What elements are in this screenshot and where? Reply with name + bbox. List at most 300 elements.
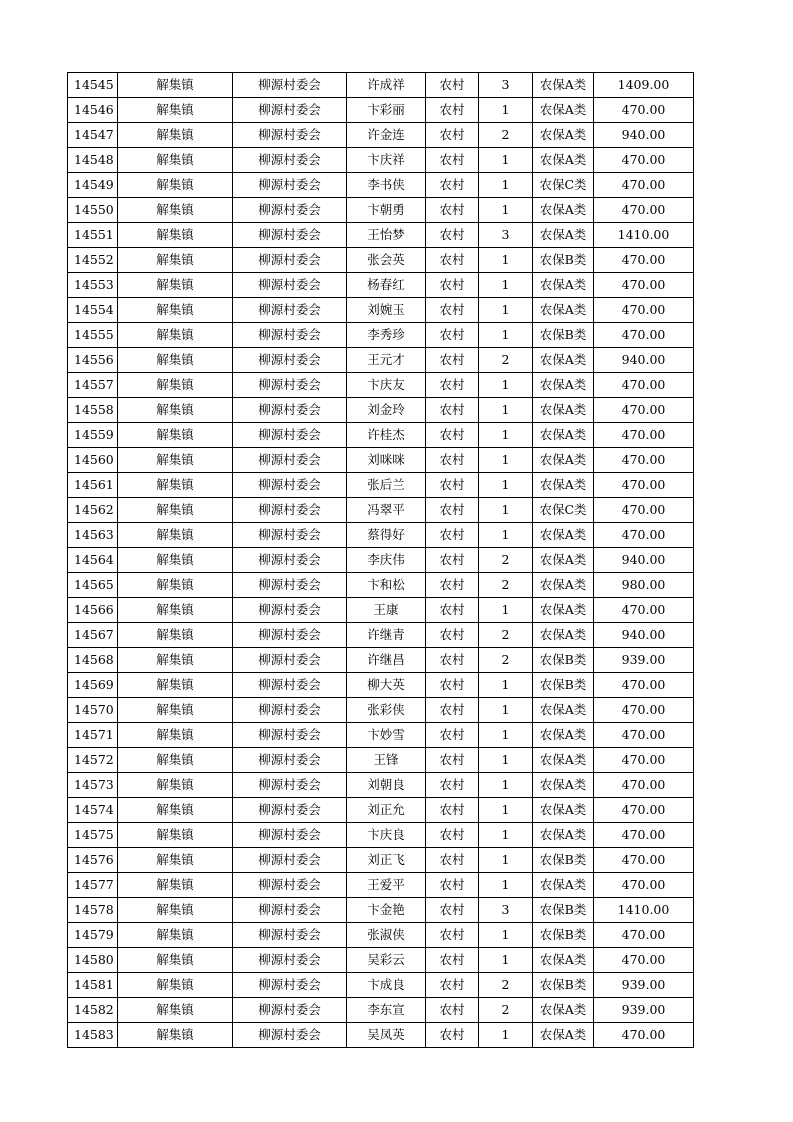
household-type-cell: 农村 [426,473,479,498]
village-committee-cell: 柳源村委会 [233,73,347,98]
amount-cell: 940.00 [594,348,694,373]
table-row [68,973,694,998]
town-cell: 解集镇 [118,523,233,548]
member-count-cell: 1 [479,173,533,198]
amount-cell: 980.00 [594,573,694,598]
insurance-category-cell: 农保A类 [533,348,594,373]
member-count-cell: 1 [479,598,533,623]
person-name-cell: 卞妙雪 [347,723,426,748]
village-committee-cell: 柳源村委会 [233,898,347,923]
household-type-cell: 农村 [426,548,479,573]
household-type-cell: 农村 [426,623,479,648]
insurance-category-cell: 农保A类 [533,748,594,773]
table-row [68,923,694,948]
amount-cell: 470.00 [594,673,694,698]
amount-cell: 470.00 [594,323,694,348]
amount-cell: 470.00 [594,823,694,848]
insurance-category-cell: 农保A类 [533,1023,594,1048]
town-cell: 解集镇 [118,773,233,798]
amount-cell: 470.00 [594,248,694,273]
person-name-cell: 卞成良 [347,973,426,998]
insurance-category-cell: 农保A类 [533,298,594,323]
village-committee-cell: 柳源村委会 [233,248,347,273]
member-count-cell: 3 [479,223,533,248]
household-type-cell: 农村 [426,223,479,248]
household-type-cell: 农村 [426,148,479,173]
person-name-cell: 卞庆友 [347,373,426,398]
person-name-cell: 张淑侠 [347,923,426,948]
village-committee-cell: 柳源村委会 [233,1023,347,1048]
insurance-category-cell: 农保B类 [533,898,594,923]
person-name-cell: 王康 [347,598,426,623]
town-cell: 解集镇 [118,898,233,923]
member-count-cell: 1 [479,823,533,848]
person-name-cell: 张彩侠 [347,698,426,723]
record-id-cell: 14567 [68,623,118,648]
record-id-cell: 14552 [68,248,118,273]
record-id-cell: 14545 [68,73,118,98]
amount-cell: 470.00 [594,473,694,498]
insurance-category-cell: 农保A类 [533,623,594,648]
table-row [68,323,694,348]
table-row [68,623,694,648]
insurance-category-cell: 农保A类 [533,798,594,823]
insurance-category-cell: 农保C类 [533,498,594,523]
household-type-cell: 农村 [426,573,479,598]
household-type-cell: 农村 [426,298,479,323]
person-name-cell: 李庆伟 [347,548,426,573]
town-cell: 解集镇 [118,823,233,848]
table-row [68,948,694,973]
person-name-cell: 许金连 [347,123,426,148]
member-count-cell: 1 [479,748,533,773]
insurance-category-cell: 农保A类 [533,598,594,623]
insurance-category-cell: 农保B类 [533,248,594,273]
table-row [68,73,694,98]
member-count-cell: 1 [479,473,533,498]
household-type-cell: 农村 [426,1023,479,1048]
person-name-cell: 刘正允 [347,798,426,823]
amount-cell: 470.00 [594,748,694,773]
person-name-cell: 李秀珍 [347,323,426,348]
record-id-cell: 14550 [68,198,118,223]
person-name-cell: 卞和松 [347,573,426,598]
insurance-category-cell: 农保B类 [533,848,594,873]
village-committee-cell: 柳源村委会 [233,548,347,573]
household-type-cell: 农村 [426,848,479,873]
insurance-category-cell: 农保B类 [533,323,594,348]
member-count-cell: 1 [479,673,533,698]
record-id-cell: 14575 [68,823,118,848]
town-cell: 解集镇 [118,648,233,673]
town-cell: 解集镇 [118,548,233,573]
amount-cell: 470.00 [594,148,694,173]
village-committee-cell: 柳源村委会 [233,998,347,1023]
member-count-cell: 1 [479,873,533,898]
town-cell: 解集镇 [118,148,233,173]
insurance-category-cell: 农保A类 [533,523,594,548]
town-cell: 解集镇 [118,373,233,398]
insurance-category-cell: 农保A类 [533,998,594,1023]
table-row [68,423,694,448]
household-type-cell: 农村 [426,348,479,373]
person-name-cell: 卞金艳 [347,898,426,923]
record-id-cell: 14566 [68,598,118,623]
village-committee-cell: 柳源村委会 [233,748,347,773]
village-committee-cell: 柳源村委会 [233,223,347,248]
household-type-cell: 农村 [426,873,479,898]
person-name-cell: 吴凤英 [347,1023,426,1048]
insurance-category-cell: 农保A类 [533,273,594,298]
village-committee-cell: 柳源村委会 [233,473,347,498]
insurance-category-cell: 农保A类 [533,773,594,798]
household-type-cell: 农村 [426,673,479,698]
amount-cell: 470.00 [594,698,694,723]
table-row [68,998,694,1023]
amount-cell: 470.00 [594,798,694,823]
member-count-cell: 1 [479,98,533,123]
roster-table [67,72,694,1048]
member-count-cell: 1 [479,773,533,798]
table-row [68,273,694,298]
insurance-category-cell: 农保A类 [533,398,594,423]
village-committee-cell: 柳源村委会 [233,798,347,823]
member-count-cell: 3 [479,898,533,923]
town-cell: 解集镇 [118,973,233,998]
person-name-cell: 许成祥 [347,73,426,98]
insurance-category-cell: 农保A类 [533,423,594,448]
record-id-cell: 14577 [68,873,118,898]
amount-cell: 470.00 [594,398,694,423]
table-row [68,223,694,248]
person-name-cell: 张后兰 [347,473,426,498]
member-count-cell: 2 [479,548,533,573]
member-count-cell: 1 [479,923,533,948]
person-name-cell: 张会英 [347,248,426,273]
member-count-cell: 2 [479,648,533,673]
town-cell: 解集镇 [118,1023,233,1048]
household-type-cell: 农村 [426,698,479,723]
village-committee-cell: 柳源村委会 [233,123,347,148]
household-type-cell: 农村 [426,123,479,148]
member-count-cell: 1 [479,798,533,823]
insurance-category-cell: 农保B类 [533,648,594,673]
record-id-cell: 14549 [68,173,118,198]
table-row [68,823,694,848]
table-row [68,298,694,323]
person-name-cell: 许继青 [347,623,426,648]
table-row [68,748,694,773]
household-type-cell: 农村 [426,273,479,298]
member-count-cell: 1 [479,498,533,523]
person-name-cell: 王爱平 [347,873,426,898]
member-count-cell: 1 [479,1023,533,1048]
record-id-cell: 14547 [68,123,118,148]
person-name-cell: 许继昌 [347,648,426,673]
member-count-cell: 2 [479,573,533,598]
household-type-cell: 农村 [426,748,479,773]
village-committee-cell: 柳源村委会 [233,498,347,523]
member-count-cell: 1 [479,148,533,173]
insurance-category-cell: 农保A类 [533,148,594,173]
village-committee-cell: 柳源村委会 [233,948,347,973]
insurance-category-cell: 农保A类 [533,473,594,498]
record-id-cell: 14570 [68,698,118,723]
member-count-cell: 1 [479,723,533,748]
record-id-cell: 14557 [68,373,118,398]
table-row [68,1023,694,1048]
town-cell: 解集镇 [118,73,233,98]
household-type-cell: 农村 [426,498,479,523]
village-committee-cell: 柳源村委会 [233,523,347,548]
household-type-cell: 农村 [426,398,479,423]
record-id-cell: 14583 [68,1023,118,1048]
person-name-cell: 柳大英 [347,673,426,698]
household-type-cell: 农村 [426,323,479,348]
household-type-cell: 农村 [426,898,479,923]
village-committee-cell: 柳源村委会 [233,823,347,848]
table-row [68,598,694,623]
amount-cell: 1410.00 [594,898,694,923]
household-type-cell: 农村 [426,823,479,848]
table-row [68,348,694,373]
town-cell: 解集镇 [118,348,233,373]
table-row [68,523,694,548]
member-count-cell: 1 [479,298,533,323]
table-row [68,773,694,798]
town-cell: 解集镇 [118,598,233,623]
person-name-cell: 王锋 [347,748,426,773]
table-row [68,148,694,173]
household-type-cell: 农村 [426,648,479,673]
town-cell: 解集镇 [118,223,233,248]
insurance-category-cell: 农保A类 [533,223,594,248]
village-committee-cell: 柳源村委会 [233,923,347,948]
household-type-cell: 农村 [426,423,479,448]
amount-cell: 939.00 [594,998,694,1023]
town-cell: 解集镇 [118,298,233,323]
table-row [68,698,694,723]
record-id-cell: 14556 [68,348,118,373]
member-count-cell: 1 [479,948,533,973]
member-count-cell: 1 [479,423,533,448]
record-id-cell: 14554 [68,298,118,323]
village-committee-cell: 柳源村委会 [233,873,347,898]
table-row [68,173,694,198]
town-cell: 解集镇 [118,173,233,198]
record-id-cell: 14576 [68,848,118,873]
member-count-cell: 1 [479,448,533,473]
amount-cell: 470.00 [594,298,694,323]
insurance-category-cell: 农保A类 [533,73,594,98]
insurance-category-cell: 农保A类 [533,723,594,748]
amount-cell: 940.00 [594,123,694,148]
insurance-category-cell: 农保C类 [533,173,594,198]
person-name-cell: 许桂杰 [347,423,426,448]
table-row [68,248,694,273]
village-committee-cell: 柳源村委会 [233,773,347,798]
household-type-cell: 农村 [426,798,479,823]
amount-cell: 1409.00 [594,73,694,98]
record-id-cell: 14568 [68,648,118,673]
table-row [68,723,694,748]
table-row [68,548,694,573]
amount-cell: 470.00 [594,198,694,223]
member-count-cell: 1 [479,273,533,298]
member-count-cell: 1 [479,373,533,398]
table-row [68,798,694,823]
record-id-cell: 14574 [68,798,118,823]
town-cell: 解集镇 [118,423,233,448]
household-type-cell: 农村 [426,973,479,998]
insurance-category-cell: 农保B类 [533,973,594,998]
member-count-cell: 2 [479,973,533,998]
town-cell: 解集镇 [118,923,233,948]
insurance-category-cell: 农保A类 [533,373,594,398]
person-name-cell: 卞彩丽 [347,98,426,123]
person-name-cell: 卞朝勇 [347,198,426,223]
person-name-cell: 刘金玲 [347,398,426,423]
town-cell: 解集镇 [118,248,233,273]
person-name-cell: 刘婉玉 [347,298,426,323]
household-type-cell: 农村 [426,448,479,473]
household-type-cell: 农村 [426,198,479,223]
record-id-cell: 14565 [68,573,118,598]
table-row [68,498,694,523]
household-type-cell: 农村 [426,98,479,123]
amount-cell: 470.00 [594,498,694,523]
amount-cell: 470.00 [594,423,694,448]
table-row [68,123,694,148]
town-cell: 解集镇 [118,398,233,423]
amount-cell: 470.00 [594,848,694,873]
member-count-cell: 1 [479,848,533,873]
amount-cell: 470.00 [594,948,694,973]
record-id-cell: 14555 [68,323,118,348]
member-count-cell: 2 [479,123,533,148]
village-committee-cell: 柳源村委会 [233,98,347,123]
record-id-cell: 14558 [68,398,118,423]
amount-cell: 470.00 [594,923,694,948]
record-id-cell: 14548 [68,148,118,173]
town-cell: 解集镇 [118,448,233,473]
household-type-cell: 农村 [426,773,479,798]
member-count-cell: 1 [479,198,533,223]
village-committee-cell: 柳源村委会 [233,848,347,873]
village-committee-cell: 柳源村委会 [233,198,347,223]
record-id-cell: 14582 [68,998,118,1023]
table-row [68,648,694,673]
amount-cell: 470.00 [594,98,694,123]
member-count-cell: 1 [479,698,533,723]
amount-cell: 470.00 [594,373,694,398]
person-name-cell: 刘咪咪 [347,448,426,473]
person-name-cell: 刘正飞 [347,848,426,873]
town-cell: 解集镇 [118,698,233,723]
record-id-cell: 14551 [68,223,118,248]
amount-cell: 1410.00 [594,223,694,248]
record-id-cell: 14546 [68,98,118,123]
village-committee-cell: 柳源村委会 [233,323,347,348]
town-cell: 解集镇 [118,798,233,823]
amount-cell: 939.00 [594,648,694,673]
record-id-cell: 14579 [68,923,118,948]
record-id-cell: 14564 [68,548,118,573]
person-name-cell: 杨春红 [347,273,426,298]
village-committee-cell: 柳源村委会 [233,648,347,673]
household-type-cell: 农村 [426,948,479,973]
village-committee-cell: 柳源村委会 [233,723,347,748]
person-name-cell: 冯翠平 [347,498,426,523]
village-committee-cell: 柳源村委会 [233,598,347,623]
table-row [68,673,694,698]
town-cell: 解集镇 [118,98,233,123]
table-row [68,473,694,498]
member-count-cell: 2 [479,348,533,373]
town-cell: 解集镇 [118,623,233,648]
insurance-category-cell: 农保A类 [533,823,594,848]
person-name-cell: 王怡梦 [347,223,426,248]
insurance-category-cell: 农保A类 [533,873,594,898]
insurance-category-cell: 农保B类 [533,673,594,698]
insurance-category-cell: 农保A类 [533,123,594,148]
village-committee-cell: 柳源村委会 [233,673,347,698]
insurance-category-cell: 农保A类 [533,98,594,123]
record-id-cell: 14561 [68,473,118,498]
town-cell: 解集镇 [118,123,233,148]
table-row [68,573,694,598]
amount-cell: 470.00 [594,173,694,198]
town-cell: 解集镇 [118,948,233,973]
household-type-cell: 农村 [426,723,479,748]
town-cell: 解集镇 [118,498,233,523]
table-row [68,98,694,123]
town-cell: 解集镇 [118,273,233,298]
record-id-cell: 14559 [68,423,118,448]
amount-cell: 470.00 [594,873,694,898]
village-committee-cell: 柳源村委会 [233,148,347,173]
household-type-cell: 农村 [426,998,479,1023]
town-cell: 解集镇 [118,323,233,348]
table-row [68,873,694,898]
household-type-cell: 农村 [426,598,479,623]
amount-cell: 470.00 [594,448,694,473]
village-committee-cell: 柳源村委会 [233,273,347,298]
table-row [68,373,694,398]
table-row [68,398,694,423]
record-id-cell: 14553 [68,273,118,298]
amount-cell: 940.00 [594,623,694,648]
roster-body [68,73,694,1048]
amount-cell: 470.00 [594,598,694,623]
record-id-cell: 14569 [68,673,118,698]
town-cell: 解集镇 [118,998,233,1023]
record-id-cell: 14562 [68,498,118,523]
village-committee-cell: 柳源村委会 [233,423,347,448]
household-type-cell: 农村 [426,173,479,198]
table-row [68,848,694,873]
table-row [68,448,694,473]
record-id-cell: 14573 [68,773,118,798]
household-type-cell: 农村 [426,373,479,398]
record-id-cell: 14578 [68,898,118,923]
person-name-cell: 卞庆祥 [347,148,426,173]
village-committee-cell: 柳源村委会 [233,298,347,323]
insurance-category-cell: 农保A类 [533,198,594,223]
town-cell: 解集镇 [118,573,233,598]
person-name-cell: 蔡得好 [347,523,426,548]
member-count-cell: 2 [479,998,533,1023]
